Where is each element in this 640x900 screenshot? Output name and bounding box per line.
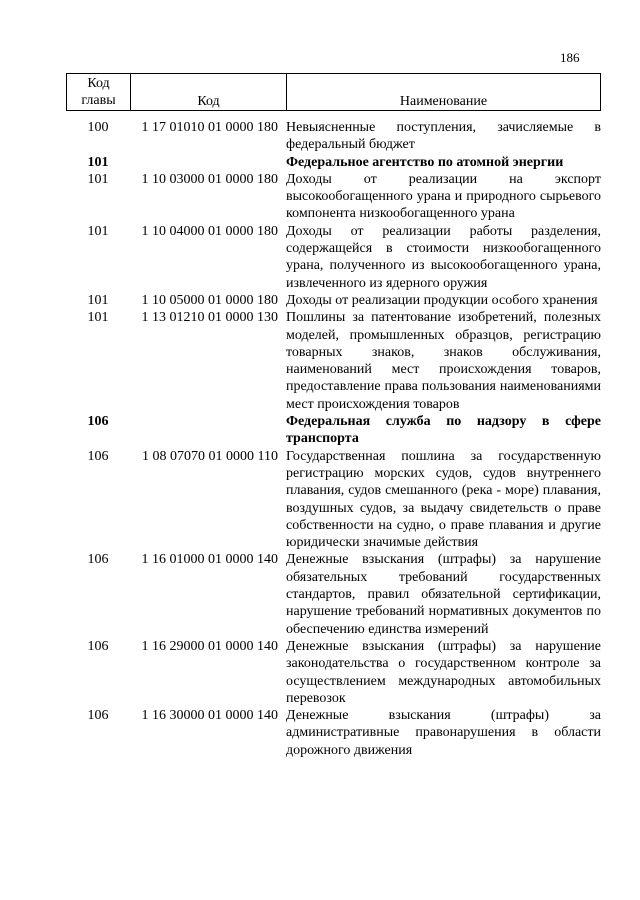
header-name: Наименование [399, 94, 488, 109]
chapter-cell: 101 [87, 154, 109, 170]
code-cell: 1 16 30000 01 0000 140 [141, 708, 278, 724]
table-row [66, 223, 601, 292]
code-cell: 1 10 05000 01 0000 180 [141, 292, 278, 308]
name-cell: Денежные взыскания (штрафы) за нарушение законодательства о государственном контроле за осуществлением международных автомобильных перевозок [286, 638, 601, 706]
chapter-cell: 106 [87, 708, 109, 724]
name-cell: Доходы от реализации продукции особого хранения [286, 292, 598, 308]
chapter-cell: 101 [87, 292, 109, 308]
header-chapter-code-line1: Код [87, 76, 110, 91]
chapter-cell: 101 [87, 171, 109, 187]
name-cell: Доходы от реализации работы разделения, содержащейся в стоимости низкообогащенного урана, полученного из высокообогащенного урана, извлеченного из ядерного оружия [286, 223, 601, 291]
table-body [66, 119, 601, 759]
name-cell: Денежные взыскания (штрафы) за нарушение обязательных требований государственных стандартов, правил обязательной сертификации, нарушение требований нормативных документов по обеспечению единства измерений [286, 552, 601, 637]
table-row [66, 638, 601, 707]
chapter-cell: 101 [87, 223, 109, 239]
code-cell: 1 16 29000 01 0000 140 [141, 638, 278, 654]
table-row-section-heading [66, 154, 601, 171]
table-row [66, 119, 601, 154]
header-chapter-code-line2: главы [81, 93, 116, 108]
header-code: Код [131, 74, 287, 110]
table-header [66, 73, 601, 111]
code-cell: 1 16 01000 01 0000 140 [141, 552, 278, 568]
table-row-section-heading [66, 413, 601, 448]
section-heading: Федеральное агентство по атомной энергии [286, 154, 564, 170]
code-cell: 1 08 07070 01 0000 110 [142, 448, 278, 464]
table-row [66, 171, 601, 223]
chapter-cell: 106 [87, 448, 109, 464]
table-row [66, 448, 601, 552]
table-row [66, 551, 601, 637]
code-cell: 1 10 03000 01 0000 180 [141, 171, 278, 187]
code-cell: 1 17 01010 01 0000 180 [141, 120, 278, 135]
header-chapter-code [67, 74, 131, 110]
name-cell: Пошлины за патентование изобретений, полезных моделей, промышленных образцов, регистрацию товарных знаков, знаков обслуживания, наименований мест происхождения товаров, предоставление права пользования наименованиями мест происхождения товаров [286, 310, 601, 412]
table-row [66, 292, 601, 309]
code-cell: 1 13 01210 01 0000 130 [141, 310, 278, 326]
chapter-cell: 106 [87, 414, 109, 430]
name-cell: Денежные взыскания (штрафы) за административные правонарушения в области дорожного движения [286, 708, 601, 758]
chapter-cell: 106 [87, 638, 109, 654]
page-number: 186 [560, 50, 580, 65]
table-row [66, 309, 601, 413]
name-cell: Доходы от реализации на экспорт высокообогащенного урана и природного сырьевого компонента низкообогащенного урана [286, 171, 601, 222]
name-cell: Государственная пошлина за государственную регистрацию морских судов, судов внутреннего плавания, судов смешанного (река - море) плавания, воздушных судов, за выдачу свидетельств о праве собственности на судно, о праве плавания и другие юридически значимые действия [286, 448, 601, 551]
name-cell: Невыясненные поступления, зачисляемые в федеральный бюджет [286, 120, 601, 153]
code-cell: 1 10 04000 01 0000 180 [141, 223, 278, 239]
section-heading: Федеральная служба по надзору в сфере транспорта [286, 414, 601, 447]
table-row [66, 707, 601, 759]
chapter-cell: 100 [87, 120, 109, 135]
chapter-cell: 106 [87, 552, 109, 568]
code-cell [130, 413, 286, 448]
code-cell [130, 154, 286, 171]
chapter-cell: 101 [87, 310, 109, 326]
